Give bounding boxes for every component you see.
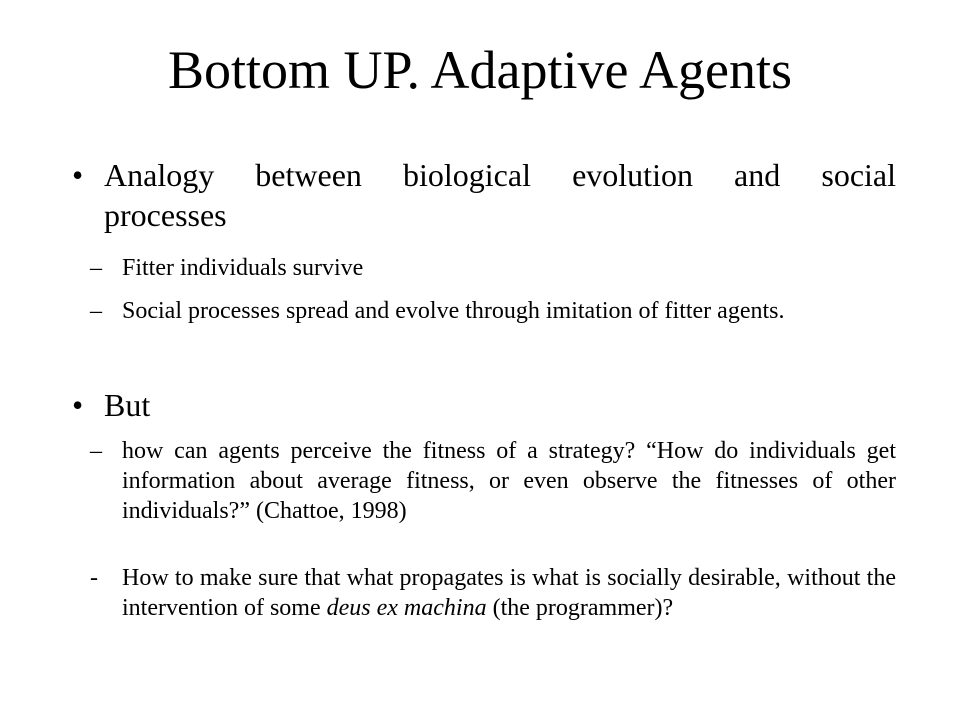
- bullet-marker: •: [72, 157, 84, 193]
- bullet-analogy: [64, 155, 896, 235]
- slide-title: Bottom UP. Adaptive Agents: [167, 40, 793, 100]
- sub-bullet-text: Fitter individuals survive: [122, 255, 364, 281]
- bullet-text: But: [104, 387, 151, 423]
- bullet-text-line2: processes: [104, 197, 227, 233]
- sub-bullet-social-processes: [64, 296, 896, 326]
- sub-bullet-marker: –: [90, 298, 102, 324]
- text-before: How to make sure that what propagates is what is socially desirable, without the intervention of some: [122, 565, 896, 621]
- sub-bullet-text: Social processes spread and evolve through imitation of fitter agents.: [122, 298, 785, 324]
- sub-bullet-marker: –: [90, 438, 102, 464]
- text-after: (the programmer)?: [486, 595, 674, 621]
- sub-bullet-marker: -: [90, 565, 98, 591]
- sub-bullet-propagates: [64, 563, 896, 623]
- bullet-marker: •: [72, 387, 84, 423]
- sub-bullet-fitter: [64, 253, 896, 283]
- sub-bullet-text: how can agents perceive the fitness of a strategy? “How do individuals get information about average fitness, or even observe the fitnesses of other individuals?” (Chattoe, 1998): [122, 438, 896, 524]
- italic-text: deus ex machina: [326, 595, 487, 621]
- bullet-but: [64, 385, 896, 425]
- sub-bullet-marker: –: [90, 255, 102, 281]
- sub-bullet-text: [122, 563, 896, 623]
- sub-bullet-perceive-fitness: [64, 436, 896, 526]
- bullet-text-line1: Analogy between biological evolution and social: [104, 157, 896, 193]
